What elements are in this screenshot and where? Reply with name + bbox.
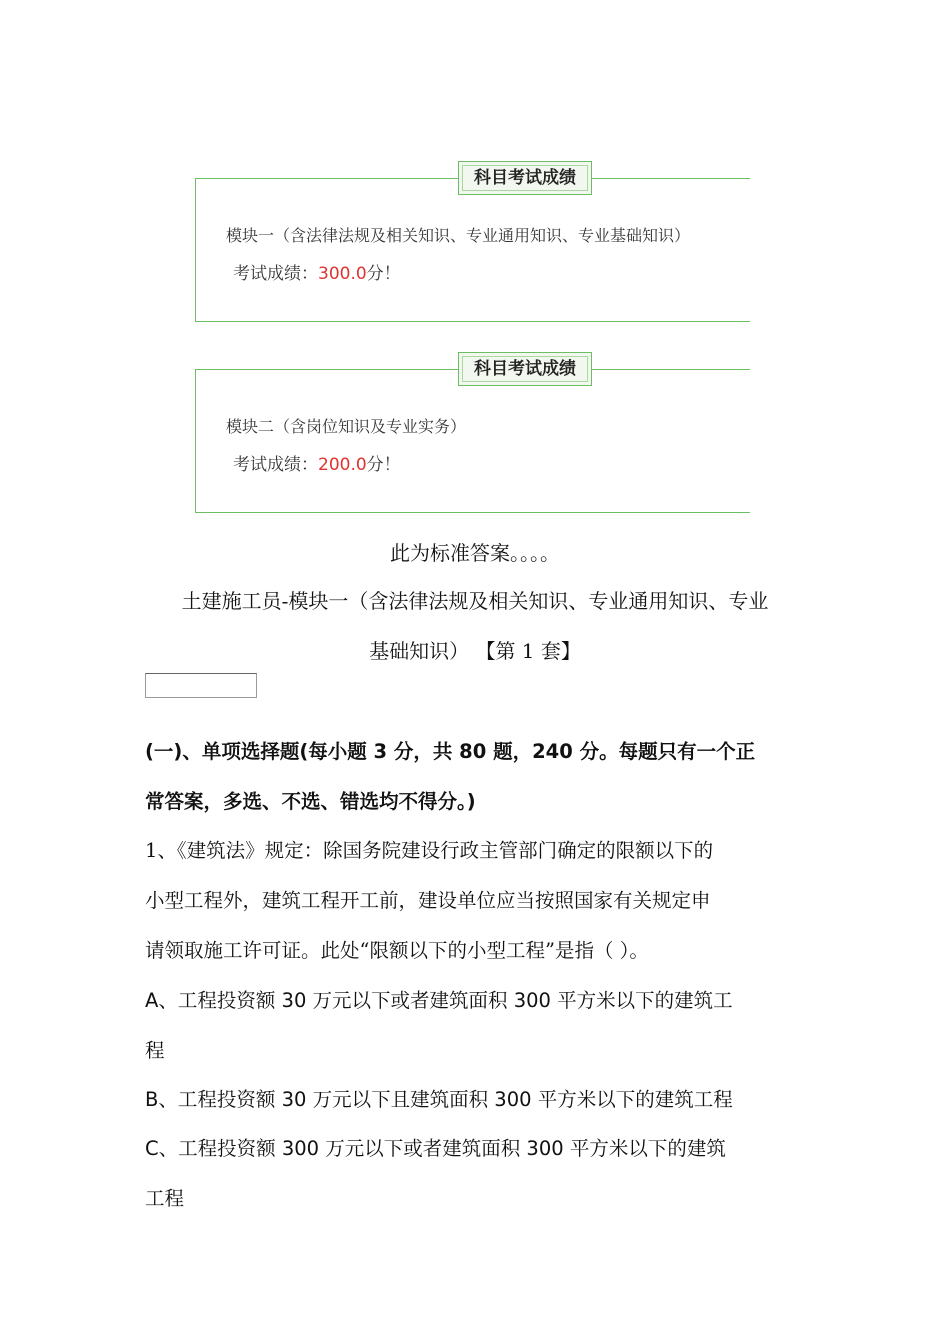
question-1-line-1: 1、《建筑法》规定：除国务院建设行政主管部门确定的限额以下的 (145, 839, 714, 862)
score-unit: 分！ (366, 455, 401, 475)
module-name: 模块一（含法律法规及相关知识、专业通用知识、专业基础知识） (226, 226, 691, 245)
standard-answer-note: 此为标准答案。。。。 (390, 541, 560, 565)
option-a-line-1: A、工程投资额 30 万元以下或者建筑面积 300 平方米以下的建筑工 (145, 989, 733, 1012)
option-b: B、工程投资额 30 万元以下且建筑面积 300 平方米以下的建筑工程 (145, 1088, 733, 1111)
exam-result (233, 259, 401, 284)
score-panel-module-2 (195, 359, 750, 513)
score-value: 300.0 (318, 264, 367, 284)
question-1-line-2: 小型工程外，建筑工程开工前，建设单位应当按照国家有关规定申 (145, 889, 711, 912)
module-name: 模块二（含岗位知识及专业实务） (226, 417, 467, 436)
result-label: 考试成绩： (233, 264, 318, 284)
question-1-line-3: 请领取施工许可证。此处“限额以下的小型工程”是指（ ）。 (145, 939, 649, 962)
exam-result (233, 450, 401, 475)
section-header-line-2: 常答案，多选、不选、错选均不得分。) (145, 790, 476, 813)
option-c-line-2: 工程 (145, 1187, 185, 1210)
exam-title-line-1: 土建施工员-模块一（含法律法规及相关知识、专业通用知识、专业 (181, 589, 769, 613)
exam-title-line-2: 基础知识） 【第 1 套】 (369, 639, 581, 663)
score-panel-title: 科目考试成绩 (458, 161, 592, 195)
score-panel-module-1 (195, 168, 750, 322)
answer-input-box[interactable] (145, 673, 257, 698)
score-panel-title: 科目考试成绩 (458, 352, 592, 386)
result-label: 考试成绩： (233, 455, 318, 475)
score-unit: 分！ (366, 264, 401, 284)
option-a-line-2: 程 (145, 1039, 165, 1062)
option-c-line-1: C、工程投资额 300 万元以下或者建筑面积 300 平方米以下的建筑 (145, 1137, 726, 1160)
section-header-line-1: (一)、单项选择题(每小题 3 分，共 80 题，240 分。每题只有一个正 (145, 740, 756, 763)
score-value: 200.0 (318, 455, 367, 475)
